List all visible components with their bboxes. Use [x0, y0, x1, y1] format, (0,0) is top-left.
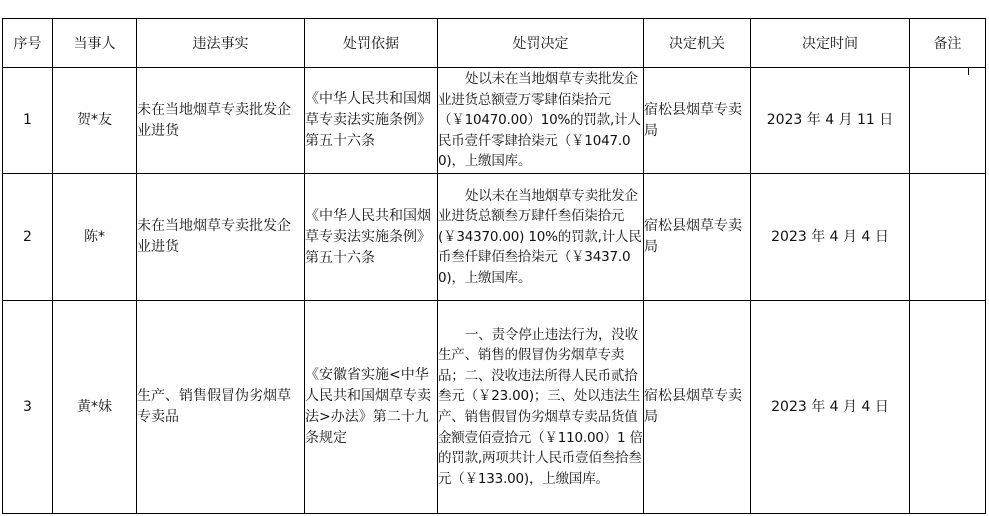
- cell-remarks: [910, 174, 986, 301]
- cell-basis: 《中华人民共和国烟草专卖法实施条例》第五十六条: [305, 174, 438, 301]
- header-decision: 处罚决定: [438, 19, 644, 68]
- cell-authority: 宿松县烟草专卖局: [644, 174, 751, 301]
- corner-mark-vertical: [968, 67, 969, 75]
- header-index: 序号: [3, 19, 53, 68]
- header-remarks: 备注: [910, 19, 986, 68]
- cell-authority: 宿松县烟草专卖局: [644, 301, 751, 514]
- cell-index: 3: [3, 301, 53, 514]
- header-party: 当事人: [53, 19, 137, 68]
- decision-text: 一、责令停止违法行为，没收生产、销售的假冒伪劣烟草专卖品；二、没收违法所得人民币贰拾叁元（￥23.00)；三、处以违法生产、销售假冒伪劣烟草专卖品货值金额壹佰壹拾元（￥110.00）1 倍的罚款,两项共计人民币壹佰叁拾叁元（￥133.00)，上缴国库。: [438, 326, 643, 487]
- cell-index: 2: [3, 174, 53, 301]
- header-basis: 处罚依据: [305, 19, 438, 68]
- cell-party: 黄*妹: [53, 301, 137, 514]
- corner-mark: [968, 67, 984, 68]
- header-date: 决定时间: [751, 19, 910, 68]
- header-authority: 决定机关: [644, 19, 751, 68]
- cell-decision: [438, 68, 644, 174]
- decision-text: 处以未在当地烟草专卖批发企业进货总额壹万零肆佰柒拾元（￥10470.00）10%的罚款,计人民币壹仟零肆拾柒元（￥1047.00)，上缴国库。: [438, 71, 641, 170]
- cell-basis: 《中华人民共和国烟草专卖法实施条例》第五十六条: [305, 68, 438, 174]
- table-row: [3, 174, 986, 301]
- cell-facts: 未在当地烟草专卖批发企业进货: [137, 174, 305, 301]
- cell-facts: 生产、销售假冒伪劣烟草专卖品: [137, 301, 305, 514]
- header-row: [3, 19, 986, 68]
- cell-date: 2023 年 4 月 4 日: [751, 301, 910, 514]
- cell-date: 2023 年 4 月 11 日: [751, 68, 910, 174]
- cell-party: 贺*友: [53, 68, 137, 174]
- header-facts: 违法事实: [137, 19, 305, 68]
- table-row: [3, 301, 986, 514]
- cell-authority: 宿松县烟草专卖局: [644, 68, 751, 174]
- penalty-table: [2, 18, 986, 514]
- cell-remarks: [910, 68, 986, 174]
- cell-decision: [438, 301, 644, 514]
- table-row: [3, 68, 986, 174]
- cell-date: 2023 年 4 月 4 日: [751, 174, 910, 301]
- cell-remarks: [910, 301, 986, 514]
- cell-basis: 《安徽省实施<中华人民共和国烟草专卖法>办法》第二十九条规定: [305, 301, 438, 514]
- cell-party: 陈*: [53, 174, 137, 301]
- decision-text: 处以未在当地烟草专卖批发企业进货总额叁万肆仟叁佰柒拾元(￥34370.00) 10%的罚款,计人民币叁仟肆佰叁拾柒元（￥3437.00)，上缴国库。: [438, 187, 642, 286]
- cell-facts: 未在当地烟草专卖批发企业进货: [137, 68, 305, 174]
- cell-decision: [438, 174, 644, 301]
- cell-index: 1: [3, 68, 53, 174]
